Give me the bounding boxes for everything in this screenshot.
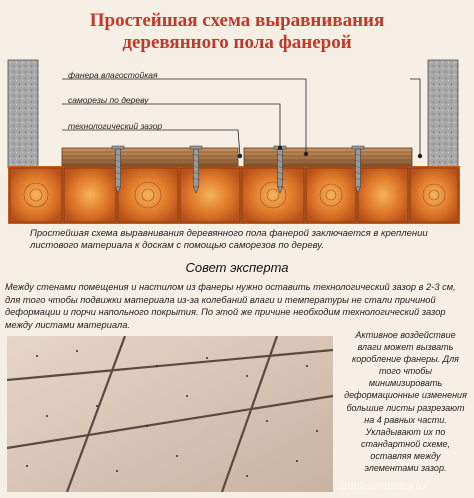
diagram-caption: Простейшая схема выравнивания деревянного пола фанерой заключается в креплении листового материала к доскам с помощью саморезов по дереву. [30, 228, 428, 251]
photo-note: Активное воздействие влаги может вызвать коробление фанеры. Для того чтобы минимизировать деформационные изменения большие листы разрезают на 4 равных части. Укладывают их по стандартной схеме, оставляя между элементами зазор. [344, 330, 467, 474]
tip-heading: Совет эксперта [185, 260, 289, 275]
watermark: SdelaitKenlony.ru [340, 480, 426, 492]
tip-body: Между стенами помещения и настилом из фанеры нужно оставить технологический зазор в 2-3 см, для того чтобы подвижки материала из-за колебаний влаги и температуры не стали причиной деформации и порчи напольного покрытия. По этой же причине необходим технологический зазор между листами материала. [5, 282, 456, 330]
left-wall [8, 60, 38, 168]
page-title: Простейшая схема выравнивания деревянного пола фанерой [89, 10, 385, 53]
label-gap: технологический зазор [68, 121, 163, 131]
plywood-sheets-photo [7, 336, 333, 492]
label-screws: саморезы по дереву [68, 95, 149, 105]
plywood-floor-diagram [0, 58, 474, 226]
right-wall [428, 60, 458, 168]
wooden-boards [8, 166, 460, 224]
label-plywood: фанера влагостойкая [68, 70, 158, 80]
